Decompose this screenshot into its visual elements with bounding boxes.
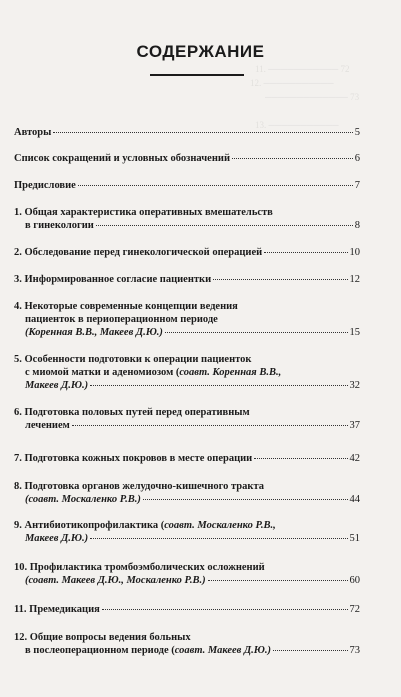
entry-text: Подготовка органов желудочно-кишечного тракта: [24, 481, 264, 492]
toc-entry-5[interactable]: [14, 353, 360, 392]
page-number: 7: [354, 180, 360, 191]
page-number: 10: [349, 247, 360, 258]
toc-entry-6[interactable]: [14, 406, 360, 432]
dot-leader: [232, 158, 353, 159]
page-number: 5: [354, 127, 360, 138]
dot-leader: [165, 332, 348, 333]
entry-text: Премедикация: [29, 604, 100, 615]
dot-leader: [90, 538, 347, 539]
entry-number: 12.: [14, 632, 28, 643]
dot-leader: [254, 458, 347, 459]
page-number: 51: [349, 533, 360, 544]
dot-leader: [102, 609, 348, 610]
toc-entry-3[interactable]: [14, 273, 360, 286]
entry-text: Предисловие: [14, 180, 76, 191]
entry-text-cont: в послеоперационном периоде (: [25, 645, 175, 656]
page-number: 60: [349, 575, 360, 586]
entry-text: Общие вопросы ведения больных: [29, 632, 191, 643]
entry-authors: соавт. Москаленко Р.В.,: [164, 520, 276, 531]
entry-text-cont: пациенток в периоперационном периоде: [25, 314, 218, 325]
entry-number: 4.: [14, 301, 22, 312]
toc-entry-preface[interactable]: [14, 179, 360, 192]
dot-leader: [53, 132, 352, 133]
toc-entry-abbreviations[interactable]: [14, 152, 360, 165]
entry-text: Общая характеристика оперативных вмешательств: [24, 207, 273, 218]
toc-entry-9[interactable]: [14, 519, 360, 545]
page-number: 42: [349, 453, 360, 464]
page-number: 15: [349, 327, 360, 338]
entry-number: 11.: [14, 604, 27, 615]
toc-entry-4[interactable]: [14, 300, 360, 339]
dot-leader: [264, 252, 347, 253]
page-number: 6: [354, 153, 360, 164]
entry-authors: соавт. Макеев Д.Ю.): [174, 645, 272, 656]
toc-entry-11[interactable]: [14, 603, 360, 616]
page-number: 72: [349, 604, 360, 615]
toc-entry-10[interactable]: [14, 561, 360, 587]
entry-authors-cont: Макеев Д.Ю.): [25, 380, 89, 391]
page-number: 32: [349, 380, 360, 391]
dot-leader: [72, 425, 348, 426]
entry-authors: (Коренная В.В., Макеев Д.Ю.): [25, 327, 163, 338]
dot-leader: [90, 385, 347, 386]
entry-number: 3.: [14, 274, 22, 285]
entry-number: 8.: [14, 481, 22, 492]
entry-number: 1.: [14, 207, 22, 218]
entry-text: Обследование перед гинекологической операцией: [24, 247, 263, 258]
dot-leader: [143, 499, 348, 500]
page-number: 73: [349, 645, 360, 656]
entry-text: Информированное согласие пациентки: [24, 274, 212, 285]
entry-text: Авторы: [14, 127, 52, 138]
entry-number: 10.: [14, 562, 28, 573]
entry-number: 5.: [14, 354, 22, 365]
entry-text: Некоторые современные концепции ведения: [24, 301, 238, 312]
entry-number: 2.: [14, 247, 22, 258]
toc-entry-1[interactable]: [14, 206, 360, 232]
dot-leader: [208, 580, 348, 581]
toc-entry-2[interactable]: [14, 246, 360, 259]
toc-entry-12[interactable]: [14, 631, 360, 657]
toc-entry-authors[interactable]: [14, 126, 360, 139]
entry-authors: соавт. Коренная В.В.,: [179, 367, 282, 378]
dot-leader: [78, 185, 353, 186]
dot-leader: [96, 225, 353, 226]
toc-entry-8[interactable]: [14, 480, 360, 506]
entry-text-cont: в гинекологии: [25, 220, 94, 231]
page-number: 12: [349, 274, 360, 285]
entry-text-cont: лечением: [25, 420, 70, 431]
dot-leader: [213, 279, 347, 280]
entry-text: Особенности подготовки к операции пациенток: [24, 354, 252, 365]
page-number: 8: [354, 220, 360, 231]
entry-authors: (соавт. Макеев Д.Ю., Москаленко Р.В.): [25, 575, 206, 586]
entry-number: 9.: [14, 520, 22, 531]
entry-text: Подготовка кожных покровов в месте операции: [24, 453, 253, 464]
entry-authors: (соавт. Москаленко Р.В.): [25, 494, 141, 505]
entry-number: 6.: [14, 407, 22, 418]
entry-authors-cont: Макеев Д.Ю.): [25, 533, 89, 544]
entry-text: Профилактика тромбоэмболических осложнений: [29, 562, 265, 573]
page-title: СОДЕРЖАНИЕ: [136, 42, 265, 61]
entry-text: Антибиотикопрофилактика (: [24, 520, 165, 531]
entry-text: Список сокращений и условных обозначений: [14, 153, 230, 164]
title-underline: [150, 74, 244, 76]
entry-text-cont: с миомой матки и аденомиозом (: [25, 367, 180, 378]
toc-entry-7[interactable]: [14, 452, 360, 465]
bleed-through-text: 11. ─────────── 72 12. ─────────── ───────────── 73 13. ───────────: [250, 64, 360, 130]
entry-text: Подготовка половых путей перед оперативным: [24, 407, 250, 418]
page-number: 44: [349, 494, 360, 505]
page-number: 37: [349, 420, 360, 431]
dot-leader: [273, 650, 347, 651]
entry-number: 7.: [14, 453, 22, 464]
